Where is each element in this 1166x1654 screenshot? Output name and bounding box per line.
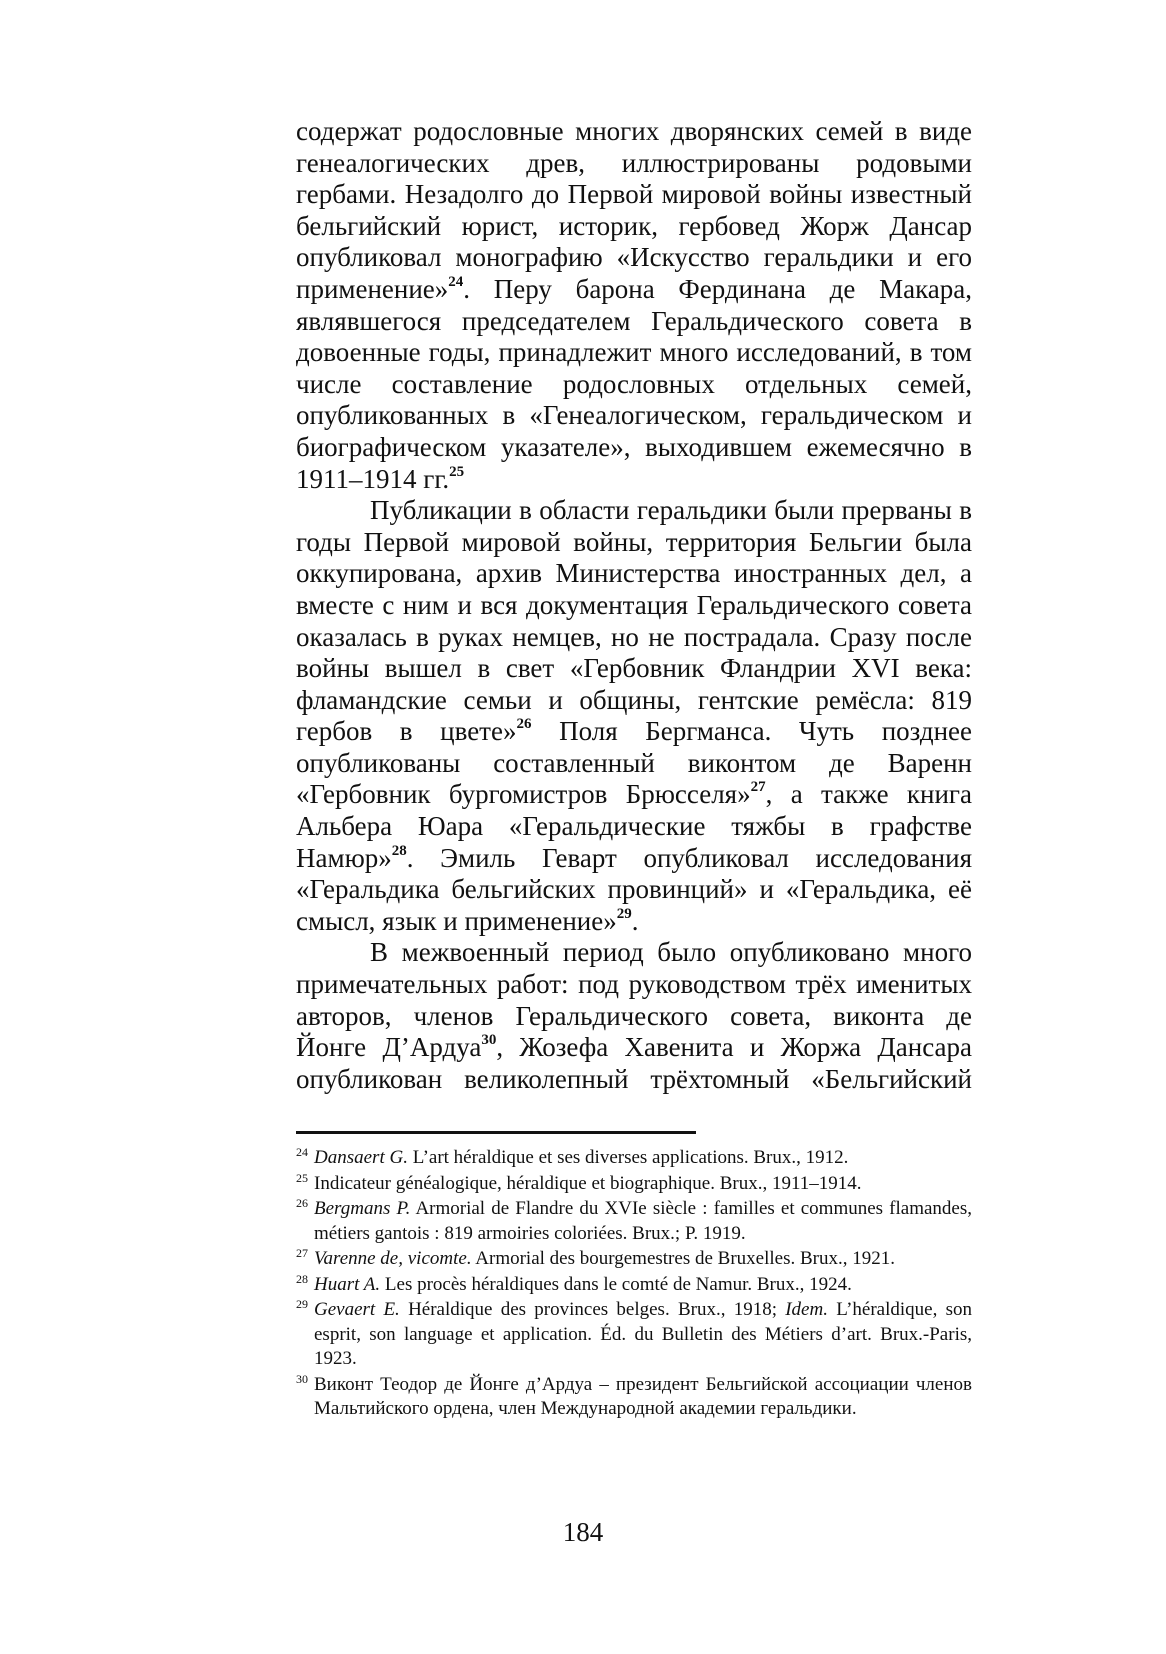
paragraph-text: . [631, 905, 639, 936]
paragraph-text: Поля Бергманса. Чуть позднее опубликованы составленный виконтом де Варенн «Гербовник бургомистров Брюсселя» [296, 716, 972, 810]
footnote: 28 Huart A. Les procès héraldiques dans le comté de Namur. Brux., 1924. [296, 1271, 852, 1295]
paragraph-text: , Жозефа Хавенита и Жоржа Дансара опубликован великолепный трёхтомный «Бельгийский [296, 1032, 972, 1094]
footnote: 24 Dansaert G. L’art héraldique et ses diverses applications. Brux., 1912. [296, 1145, 849, 1168]
paragraph-text: , а также книга Альбера Юара «Геральдические тяжбы в графстве Намюр» [296, 779, 972, 873]
main-text [296, 116, 972, 1095]
footnote-author: Huart A. [314, 1273, 381, 1295]
paragraph-text: Публикации в области геральдики были прерваны в годы Первой мировой войны, территория Бельгии была оккупирована, архив Министерства иностранных дел, а вместе с ним и вся документация Геральдического совета оказалась в руках немцев, но не пострадала. Сразу после войны вышел в свет «Гербовник Фландрии XVI века: фламандские семьи и общины, гентские ремёсла: 819 гербов в цвете» [296, 495, 972, 747]
footnote-text: Armorial de Flandre du XVIe siècle : familles et communes flamandes, métiers gantois : 819 armoiries coloriées. Brux.; P. 1919. [314, 1198, 972, 1244]
footnote-reference[interactable]: 27 [750, 779, 766, 796]
footnote-text: Héraldique des provinces belges. Brux., 1918; [399, 1299, 786, 1320]
body-paragraph [296, 116, 972, 495]
footnote-text: Armorial des bourgemestres de Bruxelles. Brux., 1921. [471, 1248, 895, 1269]
footnote-reference[interactable]: 25 [449, 463, 465, 480]
footnote: 30 Виконт Теодор де Йонге д’Ардуа – президент Бельгийской ассоциации членов Мальтийского ордена, член Международной академии геральдики. [296, 1371, 972, 1419]
paragraph-text: . Перу барона Фердинана де Макара, являвшегося председателем Геральдического совета в довоенные годы, принадлежит много исследований, в том числе составление родословных отдельных семей, опубликованных в «Генеалогическом, геральдическом и биографическом указателе», выходившем ежемесячно в 1911–1914 гг. [296, 273, 972, 494]
footnote: 26 Bergmans P. Armorial de Flandre du XVIe siècle : familles et communes flamandes, métiers gantois : 819 armoiries coloriées. Brux.; P. 1919. [296, 1196, 972, 1244]
footnotes-section [296, 1146, 972, 1423]
footnote: 25 Indicateur généalogique, héraldique et biographique. Brux., 1911–1914. [296, 1170, 862, 1194]
paragraph-text: В межвоенный период было опубликовано много примечательных работ: под руководством трёх именитых авторов, членов Геральдического совета, виконта де Йонге Д’Ардуа [296, 937, 972, 1063]
body-paragraph [296, 937, 972, 1095]
footnote-author: Gevaert E. [314, 1299, 400, 1320]
paragraph-text: содержат родословные многих дворянских семей в виде генеалогических древ, иллюстрированы родовыми гербами. Незадолго до Первой мировой войны известный бельгийский юрист, историк, гербовед Жорж Дансар опубликовал монографию «Искусство геральдики и его применение» [296, 116, 972, 304]
footnote-text: L’héraldique, son esprit, son language et application. Éd. du Bulletin des Métiers d’art. Brux.-Paris, 1923. [314, 1299, 972, 1369]
footnote-text: Indicateur généalogique, héraldique et biographique. Brux., 1911–1914. [314, 1172, 862, 1194]
footnote-author: Varenne de, vicomte. [314, 1248, 472, 1269]
footnote-author: Bergmans P. [314, 1198, 411, 1219]
footnote-author: Idem. [785, 1299, 828, 1320]
footnote: 29 Gevaert E. Héraldique des provinces belges. Brux., 1918; Idem. L’héraldique, son esprit, son language et application. Éd. du Bulletin des Métiers d’art. Brux.-Paris, 1923. [296, 1297, 972, 1369]
footnote-text: Les procès héraldiques dans le comté de Namur. Brux., 1924. [380, 1273, 852, 1295]
footnote-reference[interactable]: 26 [516, 716, 532, 733]
footnote-author: Dansaert G. [314, 1147, 408, 1168]
paragraph-text: . Эмиль Геварт опубликовал исследования «Геральдика бельгийских провинций» и «Геральдика, её смысл, язык и применение» [296, 842, 972, 936]
footnote-reference[interactable]: 24 [448, 273, 464, 290]
footnote-text: Виконт Теодор де Йонге д’Ардуа – президент Бельгийской ассоциации членов Мальтийского ордена, член Международной академии геральдики. [314, 1373, 972, 1419]
footnote-reference[interactable]: 29 [616, 905, 632, 922]
footnote-text: L’art héraldique et ses diverses applications. Brux., 1912. [407, 1147, 849, 1168]
footnote-reference[interactable]: 28 [391, 842, 407, 859]
footnote-reference[interactable]: 30 [481, 1032, 497, 1049]
page-number: 184 [562, 1517, 604, 1547]
footnote: 27 Varenne de, vicomte. Armorial des bourgemestres de Bruxelles. Brux., 1921. [296, 1246, 895, 1269]
body-paragraph [296, 495, 972, 937]
footnote-separator [296, 1131, 696, 1134]
